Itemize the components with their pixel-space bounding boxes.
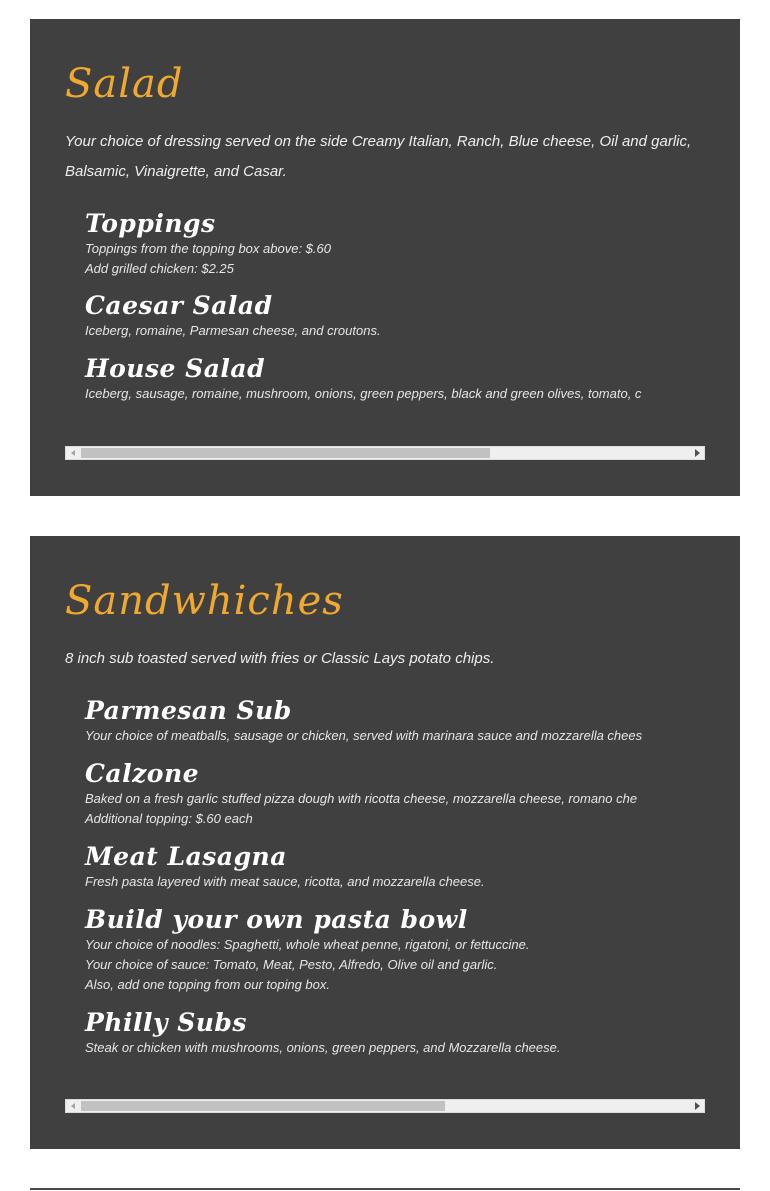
item-description: Additional topping: $.60 each (85, 811, 253, 826)
salad-horizontal-scrollbar[interactable] (65, 446, 705, 460)
menu-item-meat-lasagna (85, 842, 485, 892)
bottom-divider (30, 1188, 740, 1190)
menu-item-parmesan-sub (85, 696, 642, 746)
sandwiches-section (30, 536, 740, 1149)
item-description: Steak or chicken with mushrooms, onions, green peppers, and Mozzarella cheese. (85, 1040, 561, 1055)
item-name: Meat Lasagna (85, 842, 287, 871)
item-description: Also, add one topping from our toping box. (85, 977, 330, 992)
sandwiches-horizontal-scrollbar[interactable] (65, 1099, 705, 1113)
menu-item-build-your-own-pasta-bowl (85, 905, 529, 995)
item-description: Iceberg, sausage, romaine, mushroom, onions, green peppers, black and green olives, tomato, c (85, 386, 642, 401)
salad-section (30, 19, 740, 496)
item-name: Philly Subs (85, 1008, 247, 1037)
item-name: Caesar Salad (85, 291, 273, 320)
scroll-right-arrow-icon[interactable] (690, 1100, 704, 1112)
menu-item-house-salad (85, 354, 641, 404)
menu-item-calzone (85, 759, 637, 829)
scroll-right-arrow-icon[interactable] (690, 447, 704, 459)
item-description: Toppings from the topping box above: $.60 (85, 241, 331, 256)
salad-title: Salad (65, 61, 184, 107)
item-name: Calzone (85, 759, 200, 788)
item-description: Fresh pasta layered with meat sauce, ricotta, and mozzarella cheese. (85, 874, 485, 889)
item-description: Iceberg, romaine, Parmesan cheese, and croutons. (85, 323, 381, 338)
sandwiches-items-scroll-area[interactable] (65, 696, 705, 1071)
item-name: Parmesan Sub (85, 696, 292, 725)
item-name: Toppings (85, 209, 216, 238)
scroll-left-arrow-icon[interactable] (66, 447, 80, 459)
menu-item-caesar-salad (85, 291, 381, 341)
salad-items-scroll-area[interactable] (65, 209, 705, 414)
item-description: Baked on a fresh garlic stuffed pizza dough with ricotta cheese, mozzarella cheese, romano che (85, 791, 638, 806)
sandwiches-description: 8 inch sub toasted served with fries or Classic Lays potato chips. (65, 650, 495, 667)
item-description: Add grilled chicken: $2.25 (85, 261, 234, 276)
item-name: House Salad (85, 354, 266, 383)
menu-item-toppings (85, 209, 331, 279)
item-description: Your choice of sauce: Tomato, Meat, Pesto, Alfredo, Olive oil and garlic. (85, 957, 498, 972)
item-description: Your choice of noodles: Spaghetti, whole wheat penne, rigatoni, or fettuccine. (85, 937, 530, 952)
salad-description: Your choice of dressing served on the side Creamy Italian, Ranch, Blue cheese, Oil and garlic, Balsamic, Vinaigrette, and Casar. (65, 133, 692, 180)
scrollbar-thumb[interactable] (81, 1101, 445, 1111)
item-description: Your choice of meatballs, sausage or chicken, served with marinara sauce and mozzarella chees (85, 728, 643, 743)
item-name: Build your own pasta bowl (85, 905, 468, 934)
menu-item-philly-subs (85, 1008, 560, 1058)
sandwiches-title: Sandwhiches (65, 578, 344, 624)
scroll-left-arrow-icon[interactable] (66, 1100, 80, 1112)
scrollbar-thumb[interactable] (81, 448, 490, 458)
